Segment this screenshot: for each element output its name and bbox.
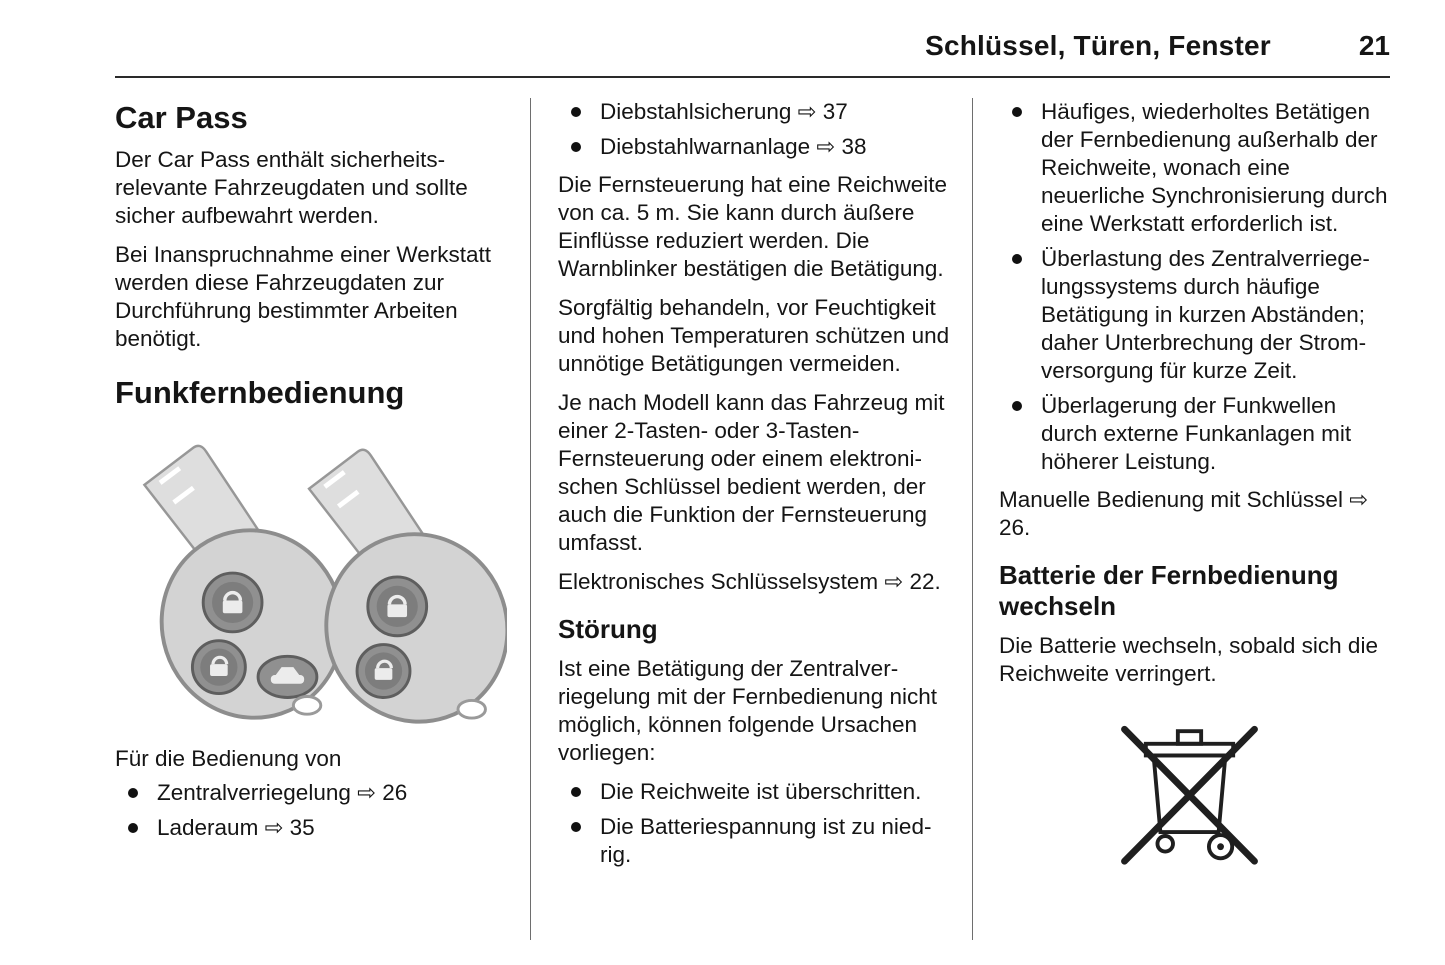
list-item <box>115 779 508 807</box>
bullet-dot <box>571 107 581 117</box>
bullet-dot <box>128 788 138 798</box>
page-number: 21 <box>1358 30 1390 61</box>
paragraph: Sorgfältig behandeln, vor Feuchtigkeit und hohen Temperaturen schützen und unnötige Betätigungen vermeiden. <box>558 295 950 376</box>
paragraph: Elektronisches Schlüsselsystem ⇨ 22. <box>558 569 941 594</box>
column-left <box>115 98 530 940</box>
content-columns <box>115 78 1390 940</box>
col3-bullet-list <box>999 98 1390 476</box>
paragraph: Die Fernsteuerung hat eine Reichweite von ca. 5 m. Sie kann durch äußere Einflüsse reduziert werden. Die Warnblinker bestätigen die Betätigung. <box>558 172 947 281</box>
weee-crossed-bin-icon <box>1107 704 1272 869</box>
paragraph: Manuelle Bedienung mit Schlüssel ⇨ 26. <box>999 487 1369 540</box>
list-item-label: Überlagerung der Funkwellen durch externe Funkanlagen mit höherer Leistung. <box>1041 393 1352 474</box>
list-item-label: Die Reichweite ist überschritten. <box>600 779 922 804</box>
list-item <box>999 98 1390 238</box>
remote-keys-illustration <box>115 425 508 725</box>
bullet-dot <box>571 142 581 152</box>
col2-bottom-bullet-list <box>558 778 952 869</box>
bullet-dot <box>571 822 581 832</box>
bullet-dot <box>1012 107 1022 117</box>
bullet-dot <box>128 823 138 833</box>
col1-bullet-list <box>115 779 508 842</box>
section-heading-car-pass: Car Pass <box>115 100 248 135</box>
paragraph: Die Batterie wechseln, sobald sich die Reichweite verringert. <box>999 633 1378 686</box>
list-item-label: Diebstahlsicherung ⇨ 37 <box>600 99 848 124</box>
list-item-label: Laderaum ⇨ 35 <box>157 815 315 840</box>
chapter-title: Schlüssel, Türen, Fenster <box>925 30 1271 61</box>
bullet-dot <box>1012 254 1022 264</box>
list-item <box>999 392 1390 476</box>
keyring-hole <box>293 697 320 715</box>
key-fob-right <box>302 450 507 725</box>
list-item <box>558 98 952 126</box>
list-item <box>558 778 952 806</box>
section-heading-batterie: Batterie der Fernbedienung wechseln <box>999 560 1339 621</box>
paragraph: Je nach Modell kann das Fahrzeug mit einer 2-Tasten- oder 3-Tasten-Fernsteuerung oder einem elektronischen Schlüssel bedient werden, der auch die Funktion der Fernsteuerung umfasst. <box>558 390 945 555</box>
page-header <box>115 30 1390 78</box>
list-item <box>115 814 508 842</box>
list-item-label: Die Batteriespannung ist zu niedrig. <box>600 814 932 867</box>
remote-keys-image <box>115 425 507 725</box>
list-item <box>558 133 952 161</box>
paragraph: Bei Inanspruchnahme einer Werkstatt werden diese Fahrzeugdaten zur Durchführung bestimmter Arbeiten benötigt. <box>115 242 492 351</box>
paragraph: Der Car Pass enthält sicherheitsrelevante Fahrzeugdaten und sollte sicher aufbewahrt werden. <box>115 147 468 228</box>
list-item-label: Diebstahlwarnanlage ⇨ 38 <box>600 134 867 159</box>
column-middle <box>530 98 972 940</box>
bullet-dot <box>571 787 581 797</box>
paragraph: Ist eine Betätigung der Zentralverriegelung mit der Fernbedienung nicht möglich, können folgende Ursachen vorliegen: <box>558 656 937 765</box>
section-heading-stoerung: Störung <box>558 614 658 644</box>
list-item-label: Überlastung des Zentralverriegelungssystems durch häufige Betätigung in kurzen Abständen; daher Unterbrechung der Stromversorgung für kurze Zeit. <box>1041 246 1370 383</box>
section-heading-funkfernbedienung: Funkfernbedienung <box>115 375 405 410</box>
weee-symbol-figure <box>1107 704 1390 869</box>
list-intro: Für die Bedienung von <box>115 746 342 771</box>
col2-top-bullet-list <box>558 98 952 161</box>
column-right <box>972 98 1390 940</box>
list-item-label: Zentralverriegelung ⇨ 26 <box>157 780 408 805</box>
list-item <box>558 813 952 869</box>
list-item-label: Häufiges, wiederholtes Betätigen der Fernbedienung außerhalb der Reichweite, wonach eine neuerliche Synchronisierung durch eine Werkstatt erforderlich ist. <box>1041 99 1388 236</box>
list-item <box>999 245 1390 385</box>
bullet-dot <box>1012 401 1022 411</box>
keyring-hole <box>458 700 485 718</box>
